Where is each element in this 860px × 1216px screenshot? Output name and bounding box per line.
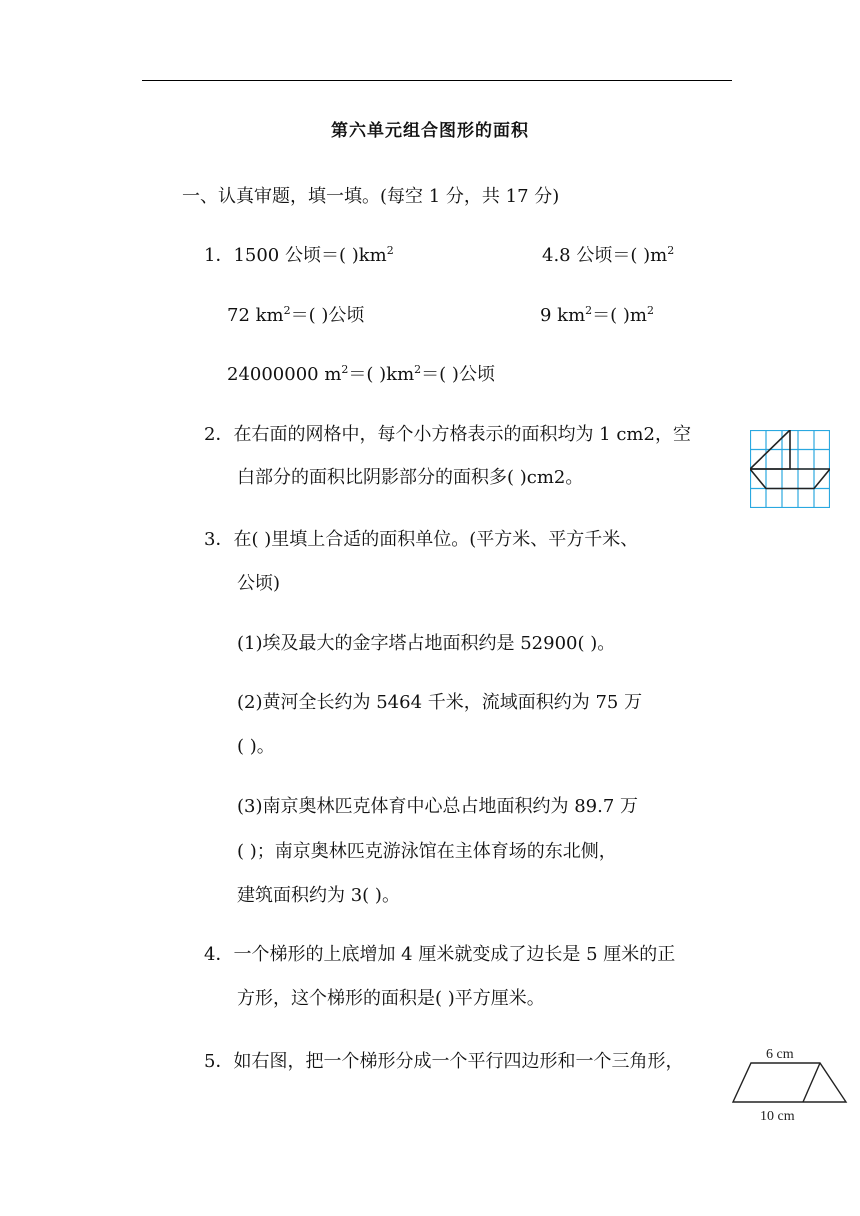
q2-line2: 白部分的面积比阴影部分的面积多( )cm2。 [237,467,584,488]
q1-a-left-sup: 2 [386,244,394,257]
q1-b-left-text2: ＝( )公顷 [290,305,365,326]
header-rule [142,80,732,81]
q1-a-left-text: 1．1500 公顷＝( )km [204,245,387,266]
q3-sub3-line2: ( )；南京奥林匹克游泳馆在主体育场的东北侧， [237,841,617,862]
q1-line-c [227,363,495,387]
q1-c-text2: ＝( )km [348,364,415,385]
q3-sub3-line1: (3)南京奥林匹克体育中心总占地面积约为 89.7 万 [237,796,639,817]
q2-line1: 2．在右面的网格中，每个小方格表示的面积均为 1 cm2，空 [204,424,691,445]
trapezoid-top-label: 6 cm [766,1047,794,1062]
q1-b-right-text2: ＝( )m [592,305,647,326]
q1-b-right-sup: 2 [585,304,593,317]
section-heading: 一、认真审题，填一填。(每空 1 分，共 17 分) [182,186,560,207]
q1-line-a-left [204,244,394,268]
q1-line-b-left [227,304,364,328]
q1-line-b-right [540,304,654,328]
q1-b-right-sup2: 2 [647,304,654,317]
trapezoid-bottom-label: 10 cm [760,1109,795,1124]
q3-sub2-line2: ( )。 [237,736,275,757]
q1-a-right-sup: 2 [667,244,675,257]
q1-c-text1: 24000000 m [227,364,342,385]
q1-line-a-right [542,244,674,268]
page-title: 第六单元组合图形的面积 [331,121,529,141]
q3-sub3-line3: 建筑面积约为 3( )。 [237,885,400,906]
q3-sub1: (1)埃及最大的金字塔占地面积约是 52900( )。 [237,633,616,654]
grid-figure [750,430,830,508]
q4-line1: 4．一个梯形的上底增加 4 厘米就变成了边长是 5 厘米的正 [204,944,676,965]
q4-line2: 方形，这个梯形的面积是( )平方厘米。 [237,988,545,1009]
q1-b-left-sup: 2 [283,304,291,317]
trapezoid-figure [728,1040,852,1126]
q1-c-sup1: 2 [341,363,349,376]
q5-line1: 5．如右图，把一个梯形分成一个平行四边形和一个三角形， [204,1051,684,1072]
q1-c-sup2: 2 [414,363,422,376]
q3-line2: 公顷) [237,573,281,594]
q1-c-text3: ＝( )公顷 [421,364,495,385]
q3-line1: 3．在( )里填上合适的面积单位。(平方米、平方千米、 [204,529,639,550]
q1-b-right-text1: 9 km [540,305,586,326]
q1-a-right-text: 4.8 公顷＝( )m [542,245,668,266]
q3-sub2-line1: (2)黄河全长约为 5464 千米，流域面积约为 75 万 [237,692,643,713]
q1-b-left-text1: 72 km [227,305,284,326]
